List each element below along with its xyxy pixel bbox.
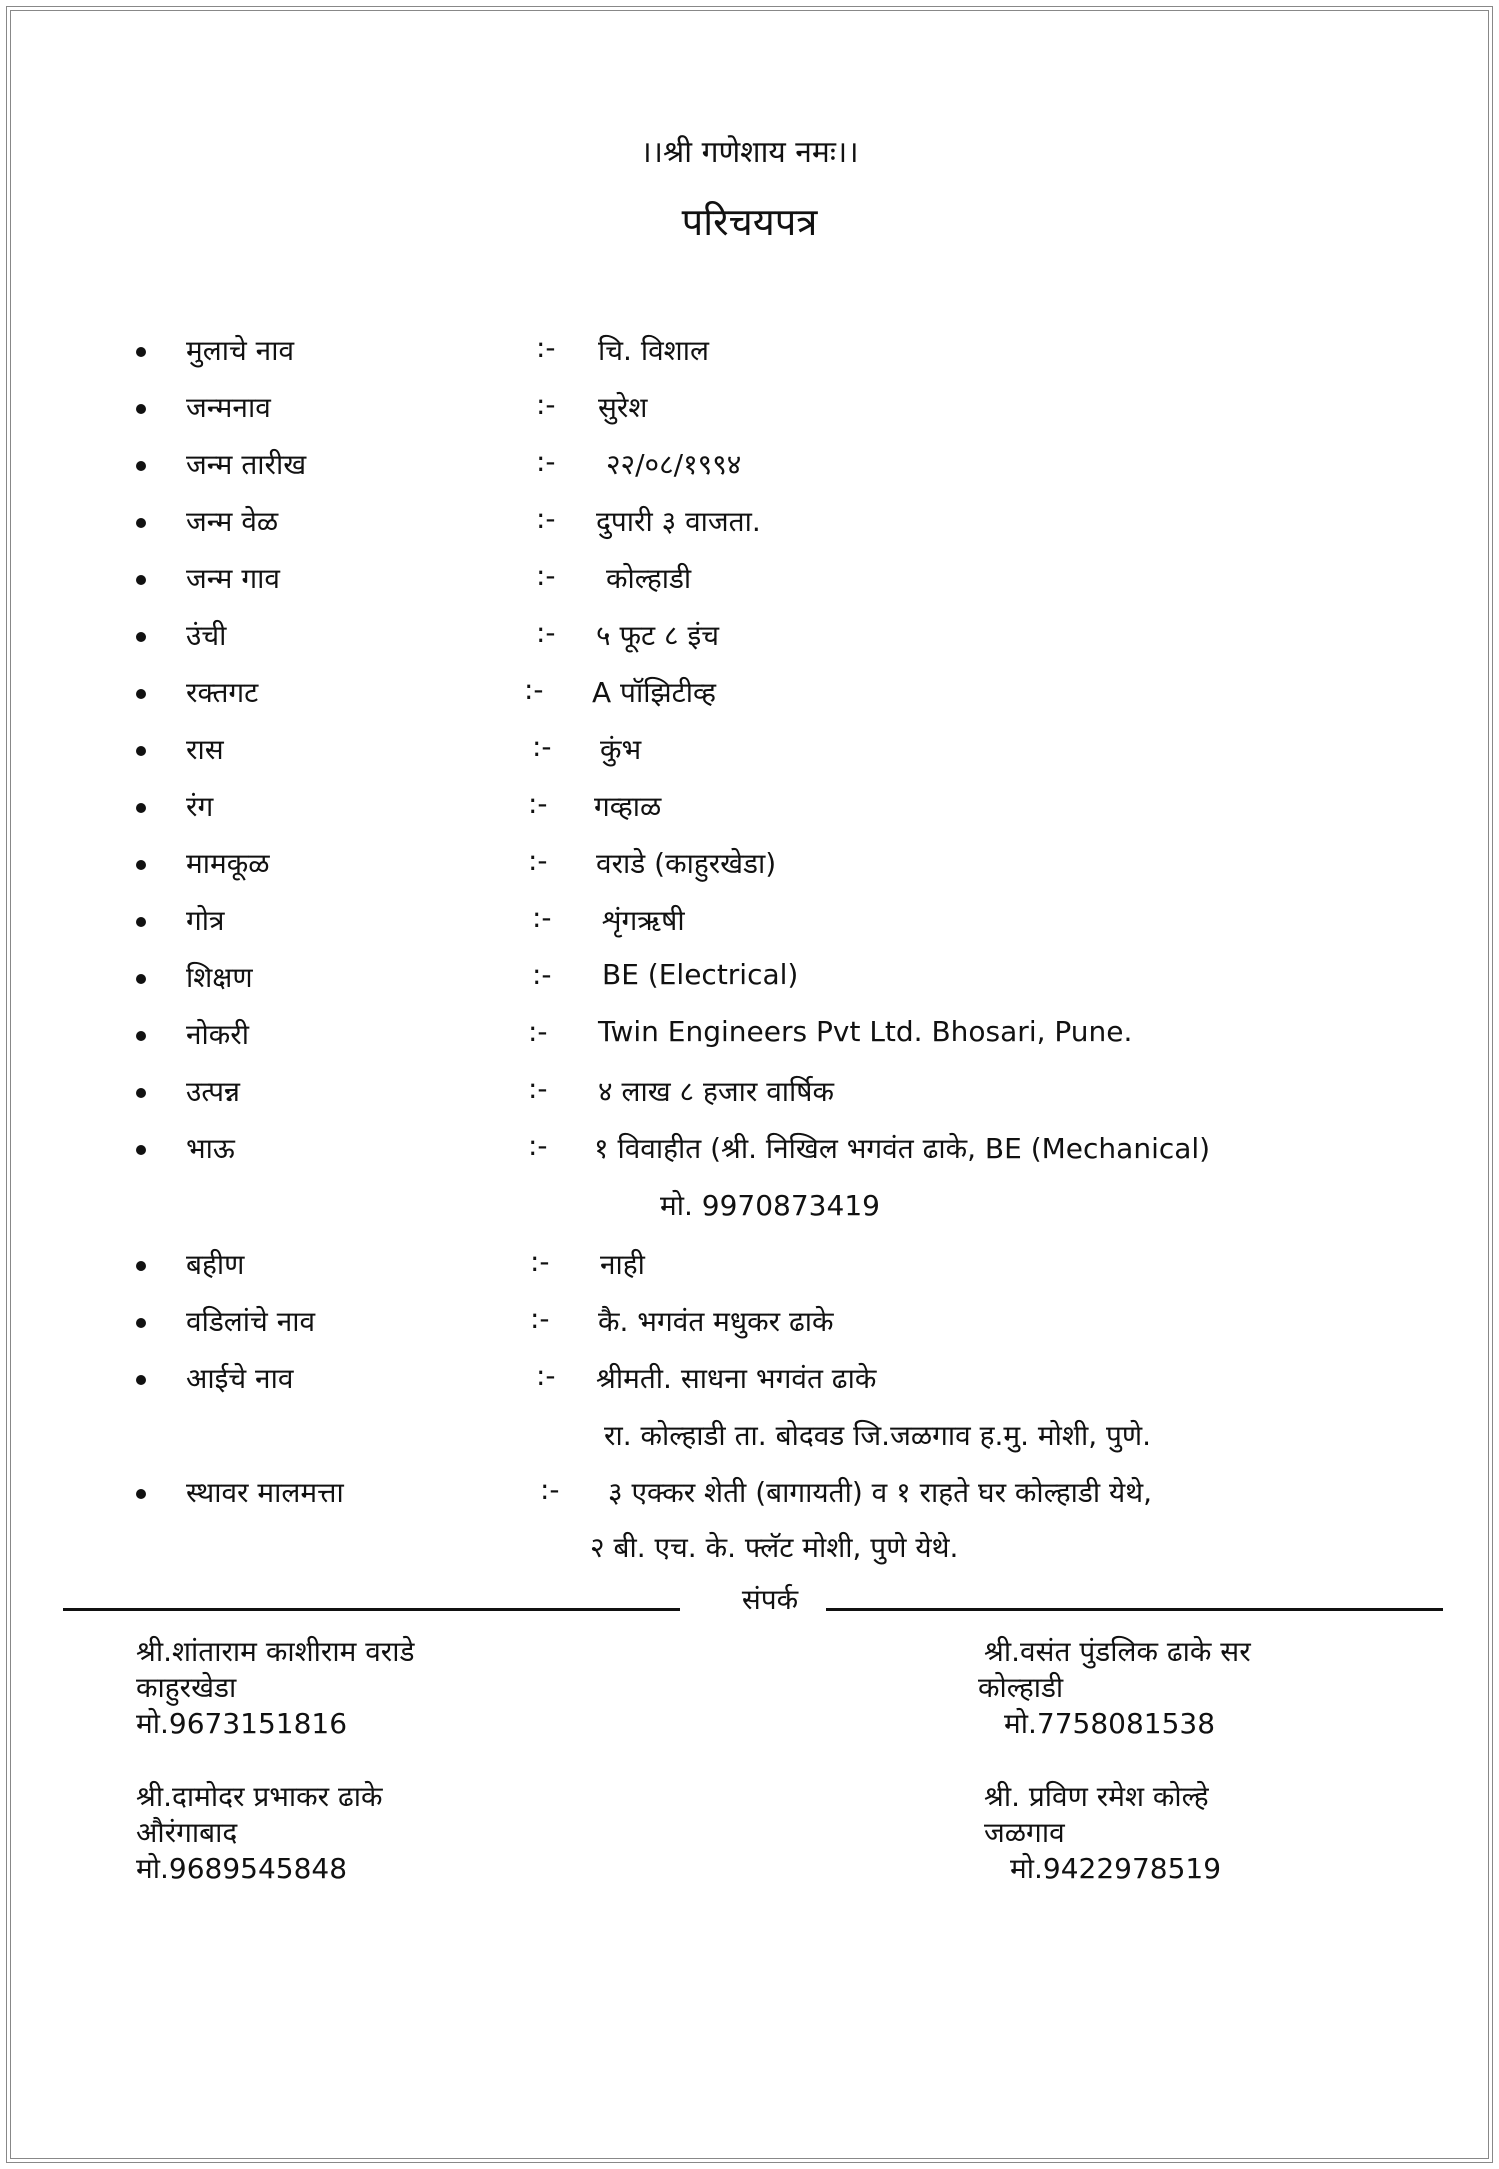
detail-separator: :- <box>536 1359 556 1392</box>
detail-label: नोकरी <box>186 1018 250 1051</box>
bullet-icon <box>136 1318 146 1328</box>
detail-value: नाही <box>600 1248 645 1281</box>
bullet-icon <box>136 1489 146 1499</box>
detail-value: ५ फूट ८ इंच <box>596 619 720 652</box>
contact-heading: संपर्क <box>741 1583 799 1616</box>
detail-separator: :- <box>528 787 548 820</box>
contact-divider-right <box>826 1608 1443 1611</box>
bullet-icon <box>136 974 146 984</box>
residence-address: रा. कोल्हाडी ता. बोदवड जि.जळगाव ह.मु. मोशी, पुणे. <box>604 1419 1152 1452</box>
detail-row-maternal-clan <box>0 844 1499 884</box>
bullet-icon <box>136 860 146 870</box>
detail-row-job <box>0 1015 1499 1055</box>
detail-separator: :- <box>528 1129 548 1162</box>
contact-name: श्री.दामोदर प्रभाकर ढाके <box>136 1780 383 1813</box>
contact-name: श्री.वसंत पुंडलिक ढाके सर <box>984 1635 1251 1668</box>
detail-label: भाऊ <box>186 1132 235 1165</box>
detail-value: ३ एक्कर शेती (बागायती) व १ राहते घर कोल्हाडी येथे, <box>608 1476 1153 1509</box>
detail-value: श्रीमती. साधना भगवंत ढाके <box>596 1362 877 1395</box>
detail-value: Twin Engineers Pvt Ltd. Bhosari, Pune. <box>598 1015 1133 1048</box>
contact-phone: मो.9422978519 <box>1010 1852 1222 1885</box>
page-title: परिचयपत्र <box>681 200 818 244</box>
detail-value: BE (Electrical) <box>602 958 799 991</box>
bullet-icon <box>136 575 146 585</box>
detail-label: बहीण <box>186 1248 245 1281</box>
detail-label: गोत्र <box>186 904 225 937</box>
detail-row-income <box>0 1072 1499 1112</box>
detail-value: ४ लाख ८ हजार वार्षिक <box>598 1075 834 1108</box>
detail-label: रास <box>186 733 224 766</box>
detail-label: मामकूळ <box>186 847 270 880</box>
detail-value: गव्हाळ <box>594 790 662 823</box>
detail-value: A पॉझिटीव्ह <box>592 676 716 709</box>
detail-separator: :- <box>528 1015 548 1048</box>
bullet-icon <box>136 404 146 414</box>
contact-place: काहुरखेडा <box>136 1671 237 1704</box>
detail-label: आईचे नाव <box>186 1362 294 1395</box>
detail-value: दुपारी ३ वाजता. <box>596 505 761 538</box>
detail-separator: :- <box>536 502 556 535</box>
bullet-icon <box>136 461 146 471</box>
detail-separator: :- <box>532 901 552 934</box>
detail-label: रंग <box>186 790 214 823</box>
detail-value: १ विवाहीत (श्री. निखिल भगवंत ढाके, BE (Mechanical) <box>594 1132 1211 1165</box>
contact-name: श्री. प्रविण रमेश कोल्हे <box>984 1780 1209 1813</box>
detail-separator: :- <box>540 1473 560 1506</box>
contact-card <box>984 1779 1221 1887</box>
detail-separator: :- <box>536 331 556 364</box>
detail-row-property <box>0 1473 1499 1513</box>
bullet-icon <box>136 803 146 813</box>
detail-separator: :- <box>528 844 548 877</box>
property-line-2: २ बी. एच. के. फ्लॅट मोशी, पुणे येथे. <box>590 1531 959 1564</box>
detail-label: वडिलांचे नाव <box>186 1305 316 1338</box>
contact-card <box>136 1634 414 1742</box>
detail-separator: :- <box>524 673 544 706</box>
bullet-icon <box>136 1261 146 1271</box>
bullet-icon <box>136 632 146 642</box>
contact-place: जळगाव <box>984 1816 1065 1849</box>
detail-label: रक्तगट <box>186 676 259 709</box>
detail-row-father-name <box>0 1302 1499 1342</box>
detail-value: वराडे (काहुरखेडा) <box>596 847 777 880</box>
bullet-icon <box>136 1031 146 1041</box>
detail-row-mother-name <box>0 1359 1499 1399</box>
detail-value: कुंभ <box>600 733 642 766</box>
detail-row-birth-place <box>0 559 1499 599</box>
detail-row-blood-group <box>0 673 1499 713</box>
contact-card <box>136 1779 383 1887</box>
bullet-icon <box>136 1145 146 1155</box>
contact-place: औरंगाबाद <box>136 1816 238 1849</box>
detail-label: जन्म गाव <box>186 562 280 595</box>
detail-value: सुरेश <box>598 391 648 424</box>
detail-label: जन्मनाव <box>186 391 271 424</box>
detail-separator: :- <box>530 1245 550 1278</box>
contact-phone: मो.9673151816 <box>136 1707 348 1740</box>
detail-row-birth-time <box>0 502 1499 542</box>
detail-label: मुलाचे नाव <box>186 334 295 367</box>
detail-row-height <box>0 616 1499 656</box>
detail-label: उंची <box>186 619 227 652</box>
detail-value: शृंगऋषी <box>602 904 685 937</box>
detail-value: २२/०८/१९९४ <box>606 448 742 481</box>
detail-row-gotra <box>0 901 1499 941</box>
contact-divider-left <box>63 1608 680 1611</box>
bullet-icon <box>136 917 146 927</box>
contact-place: कोल्हाडी <box>978 1671 1064 1704</box>
bullet-icon <box>136 1088 146 1098</box>
bullet-icon <box>136 518 146 528</box>
bullet-icon <box>136 1375 146 1385</box>
detail-row-boy-name <box>0 331 1499 371</box>
detail-separator: :- <box>536 445 556 478</box>
detail-separator: :- <box>532 730 552 763</box>
detail-separator: :- <box>530 1302 550 1335</box>
detail-row-education <box>0 958 1499 998</box>
contact-card <box>978 1634 1251 1742</box>
detail-label: उत्पन्न <box>186 1075 240 1108</box>
detail-separator: :- <box>532 958 552 991</box>
invocation-heading: ।।श्री गणेशाय नमः।। <box>640 135 859 170</box>
detail-separator: :- <box>528 1072 548 1105</box>
bullet-icon <box>136 746 146 756</box>
detail-value: कोल्हाडी <box>606 562 692 595</box>
contact-name: श्री.शांताराम काशीराम वराडे <box>136 1635 415 1668</box>
bullet-icon <box>136 347 146 357</box>
detail-separator: :- <box>536 388 556 421</box>
detail-row-brother <box>0 1129 1499 1169</box>
detail-label: शिक्षण <box>186 961 253 994</box>
contact-phone: मो.7758081538 <box>1004 1707 1216 1740</box>
detail-value: चि. विशाल <box>598 334 709 367</box>
detail-row-sister <box>0 1245 1499 1285</box>
detail-row-rashi <box>0 730 1499 770</box>
detail-label: जन्म तारीख <box>186 448 307 481</box>
brother-mobile: मो. 9970873419 <box>660 1189 880 1222</box>
bullet-icon <box>136 689 146 699</box>
contact-phone: मो.9689545848 <box>136 1852 348 1885</box>
detail-row-birth-name <box>0 388 1499 428</box>
detail-separator: :- <box>536 559 556 592</box>
detail-separator: :- <box>536 616 556 649</box>
detail-label: स्थावर मालमत्ता <box>186 1476 344 1509</box>
detail-row-birth-date <box>0 445 1499 485</box>
detail-value: कै. भगवंत मधुकर ढाके <box>598 1305 834 1338</box>
detail-row-complexion <box>0 787 1499 827</box>
detail-label: जन्म वेळ <box>186 505 279 538</box>
